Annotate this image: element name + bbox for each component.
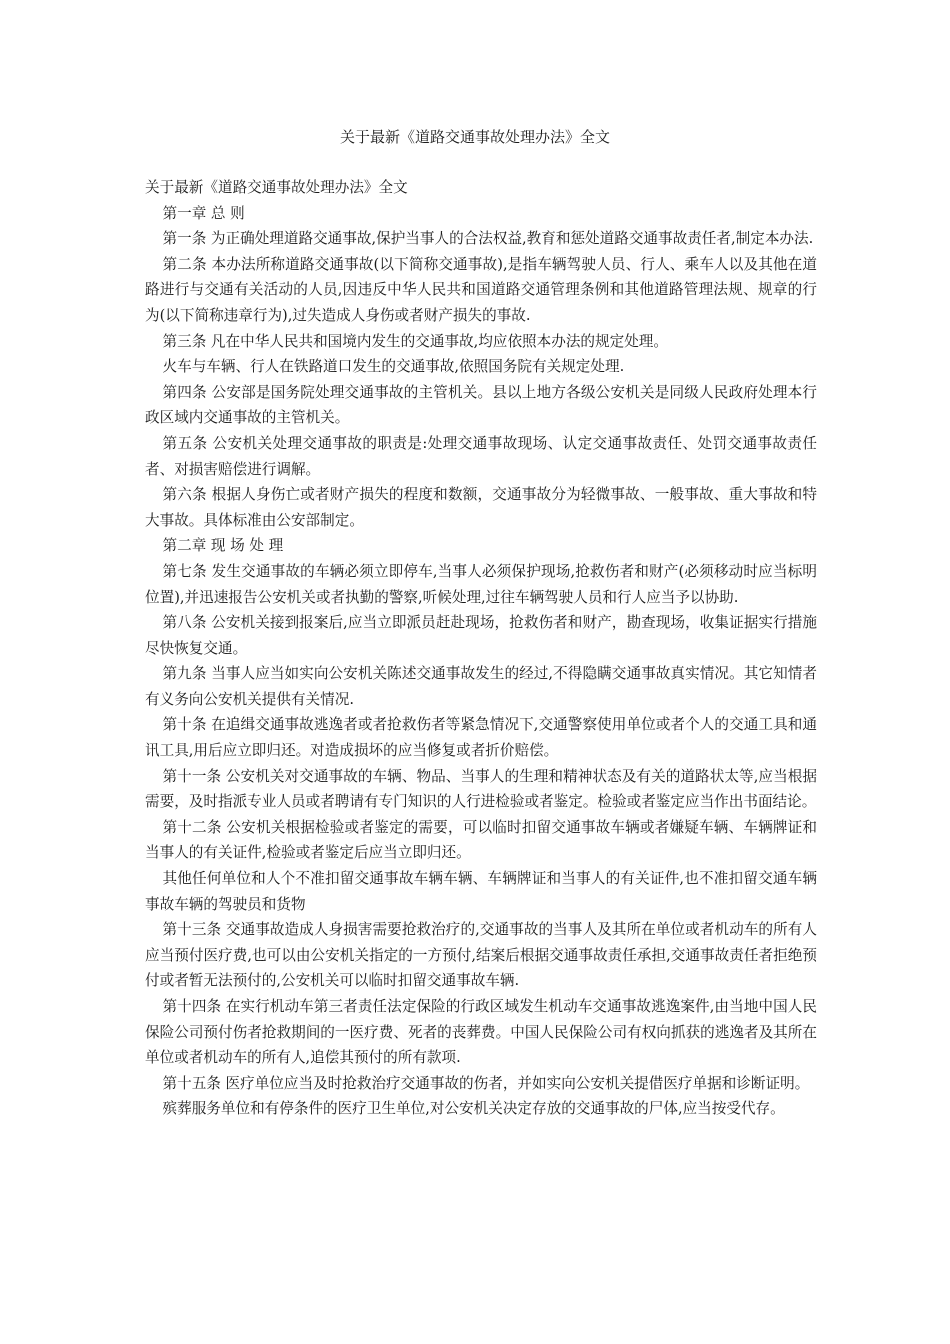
paragraph: 第一章 总 则 [162,204,245,222]
paragraph: 第四条 公安部是国务院处理交通事故的主管机关。县以上地方各级公安机关是同级人民政府处理本行政区域内交通事故的主管机关。 [145,383,817,427]
paragraph: 第六条 根据人身伤亡或者财产损失的程度和数额，交通事故分为轻微事故、一般事故、重大事故和特大事故。具体标准由公安部制定。 [145,486,817,529]
paragraph: 第十二条 公安机关根据检验或者鉴定的需要，可以临时扣留交通事故车辆或者嫌疑车辆、车辆牌证和当事人的有关证件,检验或者鉴定后应当立即归还。 [145,818,817,862]
paragraph: 第二条 本办法所称道路交通事故(以下简称交通事故),是指车辆驾驶人员、行人、乘车人以及其他在道路进行与交通有关活动的人员,因违反中华人民共和国道路交通管理条例和其他道路管理法规、规章的行为(以下简称违章行为),过失造成人身伤或者财产损失的事故. [145,255,817,324]
document-title: 关于最新《道路交通事故处理办法》全文 [339,128,610,146]
paragraph: 关于最新《道路交通事故处理办法》全文 [145,179,408,196]
paragraph: 第十三条 交通事故造成人身损害需要抢救治疗的,交通事故的当事人及其所在单位或者机动车的所有人应当预付医疗费,也可以由公安机关指定的一方预付,结案后根据交通事故责任承担,交通事故责任者拒绝预付或者暂无法预付的,公安机关可以临时扣留交通事故车辆. [145,921,817,990]
paragraph: 第二章 现 场 处 理 [162,537,284,555]
paragraph: 第一条 为正确处理道路交通事故,保护当事人的合法权益,教育和惩处道路交通事故责任者,制定本办法. [162,230,814,248]
paragraph: 第十一条 公安机关对交通事故的车辆、物品、当事人的生理和精神状态及有关的道路状太等,应当根据需要，及时指派专业人员或者聘请有专门知识的人行进检验或者鉴定。检验或者鉴定应当作出书面结论。 [145,767,817,811]
paragraph: 火车与车辆、行人在铁路道口发生的交通事故,依照国务院有关规定处理. [162,358,625,376]
paragraph: 第十四条 在实行机动车第三者责任法定保险的行政区域发生机动车交通事故逃逸案件,由当地中国人民保险公司预付伤者抢救期间的一医疗费、死者的丧葬费。中国人民保险公司有权向抓获的逃逸者及其所在单位或者机动车的所有人,追偿其预付的所有款项. [145,998,817,1067]
paragraph: 第五条 公安机关处理交通事故的职责是:处理交通事故现场、认定交通事故责任、处罚交通事故责任者、对损害赔偿进行调解。 [145,434,817,478]
paragraph: 第十条 在追缉交通事故逃逸者或者抢救伤者等紧急情况下,交通警察使用单位或者个人的交通工具和通讯工具,用后应立即归还。对造成损坏的应当修复或者折价赔偿。 [145,716,817,760]
paragraph: 第七条 发生交通事故的车辆必须立即停车,当事人必须保护现场,抢救伤者和财产(必须移动时应当标明位置),并迅速报告公安机关或者执勤的警察,听候处理,过往车辆驾驶人员和行人应当予以协助. [145,562,817,606]
paragraph: 第八条 公安机关接到报案后,应当立即派员赶赴现场，抢救伤者和财产，勘查现场，收集证据实行措施尽快恢复交通。 [145,614,817,657]
paragraph: 第九条 当事人应当如实向公安机关陈述交通事故发生的经过,不得隐瞒交通事故真实情况。其它知情者有义务向公安机关提供有关情况. [145,665,817,708]
paragraph: 其他任何单位和人个不准扣留交通事故车辆车辆、车辆牌证和当事人的有关证件,也不准扣留交通车辆事故车辆的驾驶员和货物 [145,870,817,913]
paragraph: 殡葬服务单位和有停条件的医疗卫生单位,对公安机关决定存放的交通事故的尸体,应当按受代存。 [162,1100,785,1118]
paragraph: 第十五条 医疗单位应当及时抢救治疗交通事故的伤者，并如实向公安机关提借医疗单据和诊断证明。 [162,1074,810,1092]
paragraph: 第三条 凡在中华人民共和国境内发生的交通事故,均应依照本办法的规定处理。 [162,332,668,350]
document-body [145,175,817,1122]
